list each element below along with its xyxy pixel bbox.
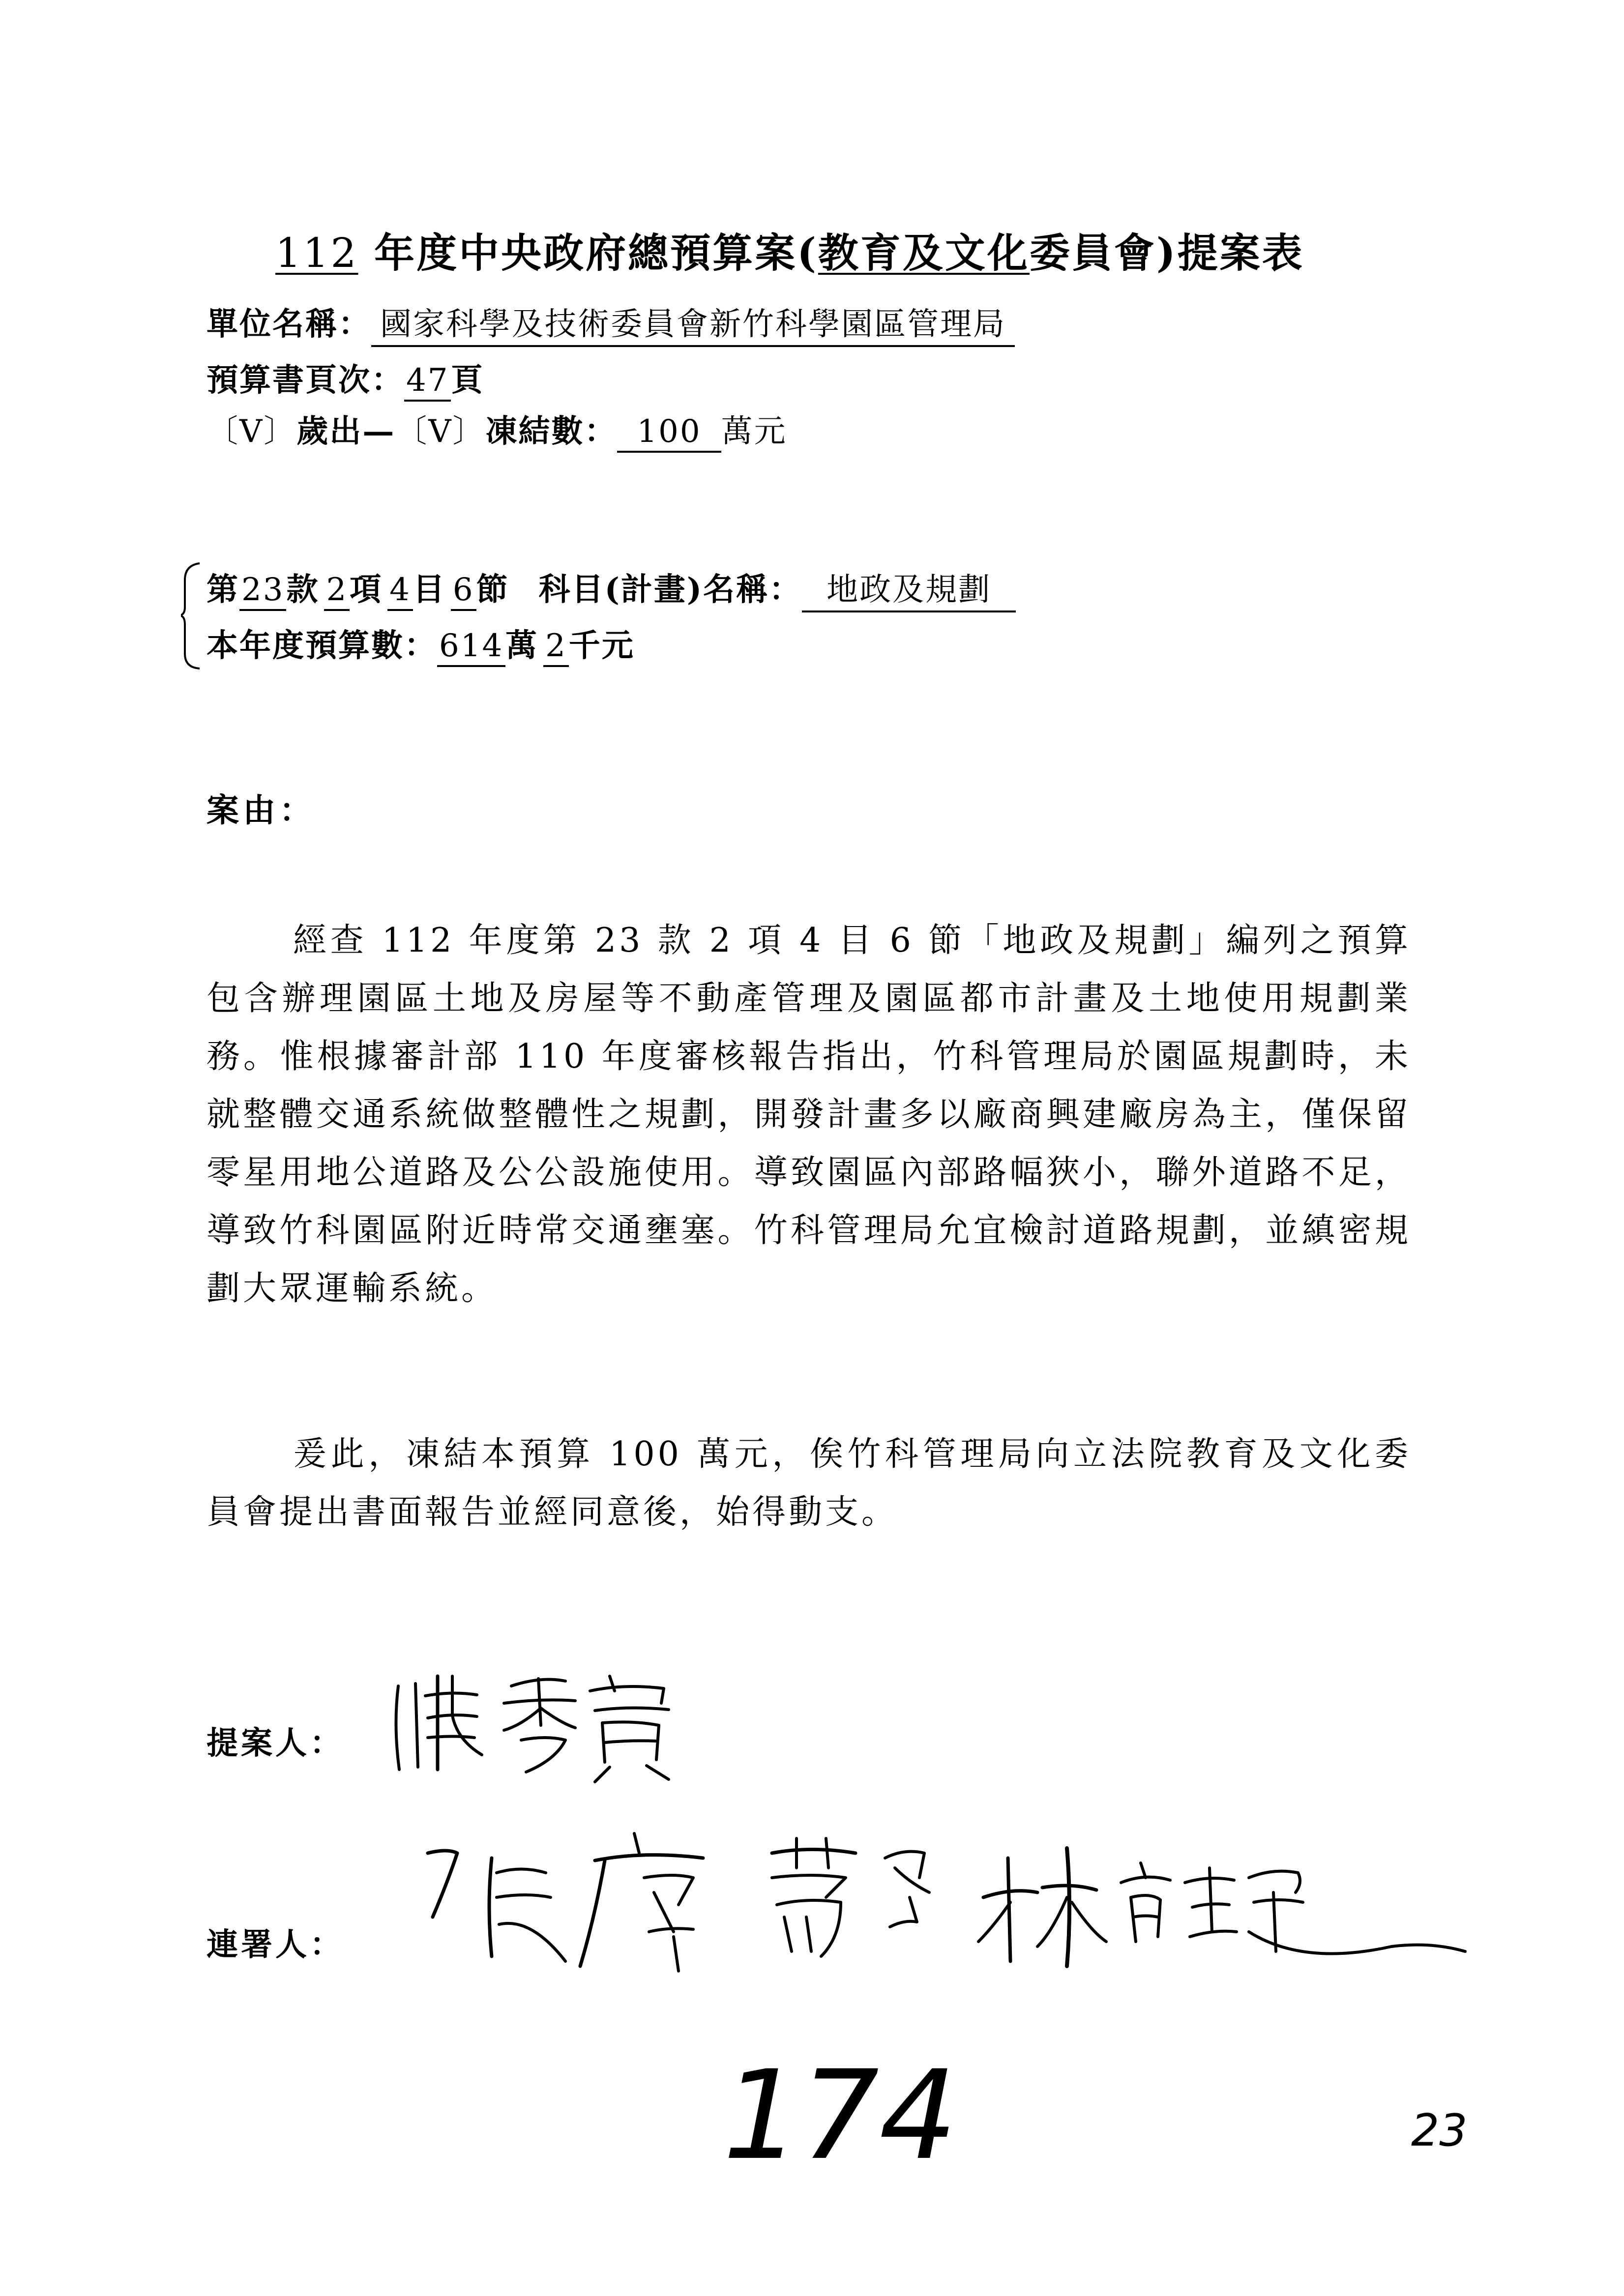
budget-label: 本年度預算數： [207,627,437,664]
item-xiang: 2 [324,572,350,611]
reason-paragraph-2: 爰此，凍結本預算 100 萬元，俟竹科管理局向立法院教育及文化委員會提出書面報告並經同意後，始得動支。 [207,1435,1411,1532]
freeze-label-2: 凍結數： [485,413,618,450]
proposer-label: 提案人： [207,1725,344,1762]
page-number-text: 174 [723,2044,958,2187]
unit-value: 國家科學及技術委員會新竹科學園區管理局 [371,299,1015,347]
freeze-check-1: 〔V〕 [207,413,297,450]
budget-row [207,620,635,667]
corner-number-text: 23 [1411,2105,1468,2156]
subject-value: 地政及規劃 [802,564,1016,612]
budget-qian-unit: 千元 [568,627,635,664]
handwritten-page-number [713,2044,958,2187]
budget-wan-unit: 萬 [505,627,539,664]
proposer-signature [379,1657,703,1784]
item-label-mu: 目 [413,571,446,608]
page-value: 47 [404,362,451,402]
item-label-di: 第 [207,571,239,608]
item-bracket [181,560,201,671]
freeze-row [207,406,787,453]
handwritten-corner-number [1406,2099,1495,2168]
freeze-unit: 萬元 [721,413,787,450]
reason-paragraph-1: 經查 112 年度第 23 款 2 項 4 目 6 節「地政及規劃」編列之預算包含辦理園區土地及房屋等不動產管理及園區都市計畫及土地使用規劃業務。惟根據審計部 110 年度審核報告指出，竹科管理局於園區規劃時，未就整體交通系統做整體性之規劃，開發計畫多以廠商興建廠房為主，僅保留零星用地公道路及公公設施使用。導致園區內部路幅狹小，聯外道路不足，導致竹科園區附近時常交通壅塞。竹科管理局允宜檢討道路規劃，並縝密規劃大眾運輸系統。 [207,921,1411,1308]
item-jie: 6 [451,572,476,611]
title-year: 112 [275,230,358,277]
freeze-check-2: 〔V〕 [395,413,486,450]
freeze-value: 100 [617,413,721,453]
title-committee: 教育及文化 [818,230,1030,277]
subject-label: 科目(計畫)名稱： [538,571,802,608]
item-kuan: 23 [239,572,286,611]
page-label: 預算書頁次： [207,362,404,399]
page-row [207,355,484,402]
cosigner-label: 連署人： [207,1926,344,1963]
item-label-kuan: 款 [286,571,320,608]
page-suffix: 頁 [451,362,484,399]
document-title [275,221,1304,279]
unit-row [207,299,1015,347]
item-mu: 4 [387,572,413,611]
freeze-label-1: 歲出— [296,413,396,450]
title-part1: 年度中央政府總預算案( [358,230,818,277]
item-label-jie: 節 [476,571,509,608]
unit-label: 單位名稱： [207,306,371,343]
budget-wan: 614 [437,628,505,667]
cosigner-signature [418,1819,1500,1981]
reason-heading: 案由： [207,791,316,829]
item-row [207,564,1016,612]
item-label-xiang: 項 [350,571,383,608]
title-part2: 委員會)提案表 [1029,230,1304,277]
budget-qian: 2 [543,628,569,667]
